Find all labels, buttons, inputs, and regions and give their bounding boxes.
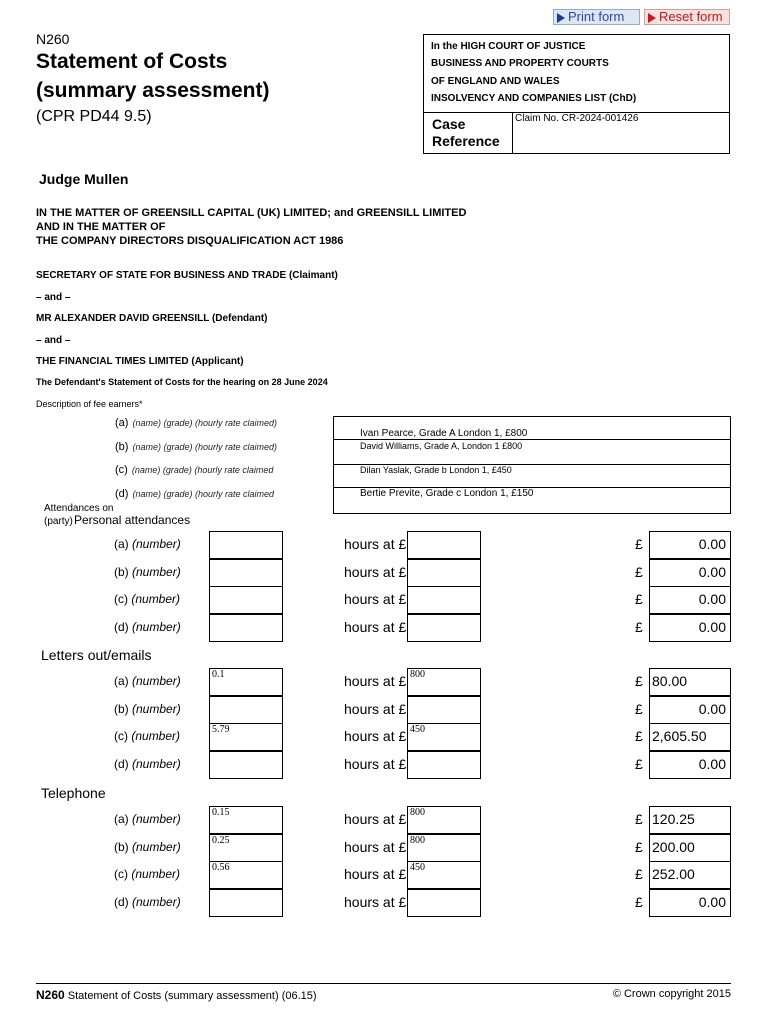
and-separator-1: – and – <box>36 292 71 303</box>
footer-copyright: © Crown copyright 2015 <box>612 988 731 1000</box>
row-label: (c) (number) <box>114 592 181 607</box>
amount-field[interactable]: 0.00 <box>649 889 731 917</box>
number-input[interactable] <box>209 889 283 917</box>
judge-name: Judge Mullen <box>39 171 129 187</box>
pound-sign: £ <box>635 673 643 689</box>
row-label: (c) (number) <box>114 867 181 882</box>
row-label: (b) (number) <box>114 839 181 854</box>
rate-input[interactable] <box>407 531 481 559</box>
hours-at-label: hours at £ <box>344 756 407 773</box>
form-number: N260 <box>36 31 70 47</box>
number-input[interactable] <box>209 696 283 724</box>
number-input[interactable]: 0.56 <box>209 861 283 889</box>
hours-at-label: hours at £ <box>344 700 407 717</box>
letters-heading: Letters out/emails <box>41 647 152 663</box>
number-input[interactable] <box>209 559 283 587</box>
hours-at-label: hours at £ <box>344 563 407 580</box>
amount-field[interactable]: 0.00 <box>649 559 731 587</box>
pound-sign: £ <box>635 756 643 773</box>
row-label: (a) (number) <box>114 537 181 551</box>
row-label: (a) (number) <box>114 812 181 826</box>
fee-divider <box>334 439 730 440</box>
attendances-on-label: Attendances on (party) <box>44 503 114 527</box>
fee-earner-d-field[interactable]: Bertie Previte, Grade c London 1, £150 <box>360 488 534 499</box>
reset-arrow-icon <box>648 13 656 23</box>
hours-at-label: hours at £ <box>344 838 407 855</box>
number-input[interactable]: 0.15 <box>209 806 283 834</box>
rate-input[interactable] <box>407 751 481 779</box>
rate-input[interactable]: 800 <box>407 806 481 834</box>
amount-field[interactable]: 0.00 <box>649 614 731 642</box>
and-separator-2: – and – <box>36 335 71 346</box>
row-label: (b) (number) <box>114 701 181 716</box>
pound-sign: £ <box>635 838 643 855</box>
hours-at-label: hours at £ <box>344 591 407 608</box>
amount-field[interactable]: 0.00 <box>649 531 731 559</box>
rate-input[interactable] <box>407 696 481 724</box>
telephone-heading: Telephone <box>41 785 106 801</box>
amount-field[interactable]: 200.00 <box>649 834 731 862</box>
pound-sign: £ <box>635 728 643 745</box>
applicant: THE FINANCIAL TIMES LIMITED (Applicant) <box>36 356 244 367</box>
matter-line-1: IN THE MATTER OF GREENSILL CAPITAL (UK) LIMITED; and GREENSILL LIMITED <box>36 207 467 219</box>
rate-input[interactable]: 450 <box>407 723 481 751</box>
fee-earner-row-d: (d) (name) (grade) (hourly rate claimed <box>115 488 275 500</box>
rule-reference: (CPR PD44 9.5) <box>36 108 152 125</box>
court-line-1: In the HIGH COURT OF JUSTICE <box>431 41 586 52</box>
pound-sign: £ <box>635 619 643 636</box>
hours-at-label: hours at £ <box>344 894 407 911</box>
claimant: SECRETARY OF STATE FOR BUSINESS AND TRADE (Claimant) <box>36 270 338 281</box>
footer-form-info: N260 Statement of Costs (summary assessment) (06.15) <box>36 988 317 1002</box>
row-label: (c) (number) <box>114 729 181 744</box>
matter-line-3: THE COMPANY DIRECTORS DISQUALIFICATION ACT 1986 <box>36 235 344 247</box>
reset-form-button[interactable]: Reset form <box>644 9 730 25</box>
print-arrow-icon <box>557 13 565 23</box>
number-input[interactable] <box>209 531 283 559</box>
matter-line-2: AND IN THE MATTER OF <box>36 221 166 233</box>
row-label: (d) (number) <box>114 620 181 635</box>
rate-input[interactable]: 450 <box>407 861 481 889</box>
amount-field[interactable]: 0.00 <box>649 751 731 779</box>
rate-input[interactable]: 800 <box>407 834 481 862</box>
rate-input[interactable] <box>407 586 481 614</box>
pound-sign: £ <box>635 811 643 827</box>
hours-at-label: hours at £ <box>344 536 407 552</box>
row-label: (b) (number) <box>114 564 181 579</box>
hours-at-label: hours at £ <box>344 619 407 636</box>
amount-field[interactable]: 2,605.50 <box>649 723 731 751</box>
form-title-line1: Statement of Costs <box>36 50 228 73</box>
pound-sign: £ <box>635 894 643 911</box>
rate-input[interactable] <box>407 559 481 587</box>
case-reference-label: Case Reference <box>432 116 500 149</box>
row-label: (d) (number) <box>114 757 181 772</box>
fee-earner-c-field[interactable]: Dilan Yaslak, Grade b London 1, £450 <box>360 465 512 475</box>
amount-field[interactable]: 252.00 <box>649 861 731 889</box>
pound-sign: £ <box>635 563 643 580</box>
fee-earners-box <box>333 416 731 514</box>
hours-at-label: hours at £ <box>344 728 407 745</box>
number-input[interactable]: 0.25 <box>209 834 283 862</box>
pound-sign: £ <box>635 700 643 717</box>
court-line-4: INSOLVENCY AND COMPANIES LIST (ChD) <box>431 93 637 104</box>
fee-earner-row-b: (b) (name) (grade) (hourly rate claimed) <box>115 441 278 453</box>
number-input[interactable] <box>209 586 283 614</box>
statement-heading: The Defendant's Statement of Costs for the hearing on 28 June 2024 <box>36 377 328 387</box>
court-box <box>423 34 730 154</box>
fee-earner-row-a: (a) (name) (grade) (hourly rate claimed) <box>115 417 278 429</box>
row-label: (a) (number) <box>114 674 181 688</box>
amount-field[interactable]: 80.00 <box>649 668 731 696</box>
number-input[interactable] <box>209 614 283 642</box>
number-input[interactable] <box>209 751 283 779</box>
pound-sign: £ <box>635 591 643 608</box>
hours-at-label: hours at £ <box>344 673 407 689</box>
hours-at-label: hours at £ <box>344 811 407 827</box>
footer-rule <box>36 983 731 984</box>
court-line-2: BUSINESS AND PROPERTY COURTS <box>431 58 609 69</box>
pound-sign: £ <box>635 866 643 883</box>
fee-earner-b-field[interactable]: David Williams, Grade A, London 1 £800 <box>360 441 523 451</box>
fee-earners-description-label: Description of fee earners* <box>36 399 143 409</box>
fee-earner-row-c: (c) (name) (grade) (hourly rate claimed <box>115 464 274 476</box>
court-line-3: OF ENGLAND AND WALES <box>431 76 560 87</box>
personal-attendances-heading: Personal attendances <box>74 513 191 527</box>
claim-number-field[interactable]: Claim No. CR-2024-001426 <box>515 113 639 124</box>
pound-sign: £ <box>635 536 643 552</box>
amount-field[interactable]: 0.00 <box>649 586 731 614</box>
hours-at-label: hours at £ <box>344 866 407 883</box>
defendant: MR ALEXANDER DAVID GREENSILL (Defendant) <box>36 313 268 324</box>
number-input[interactable]: 5.79 <box>209 723 283 751</box>
amount-field[interactable]: 0.00 <box>649 696 731 724</box>
fee-earner-a-field[interactable]: Ivan Pearce, Grade A London 1, £800 <box>360 428 528 439</box>
rate-input[interactable] <box>407 889 481 917</box>
form-title-line2: (summary assessment) <box>36 79 270 102</box>
amount-field[interactable]: 120.25 <box>649 806 731 834</box>
row-label: (d) (number) <box>114 895 181 910</box>
rate-input[interactable] <box>407 614 481 642</box>
number-input[interactable]: 0.1 <box>209 668 283 696</box>
print-form-button[interactable]: Print form <box>553 9 640 25</box>
rate-input[interactable]: 800 <box>407 668 481 696</box>
case-divider <box>512 112 513 154</box>
